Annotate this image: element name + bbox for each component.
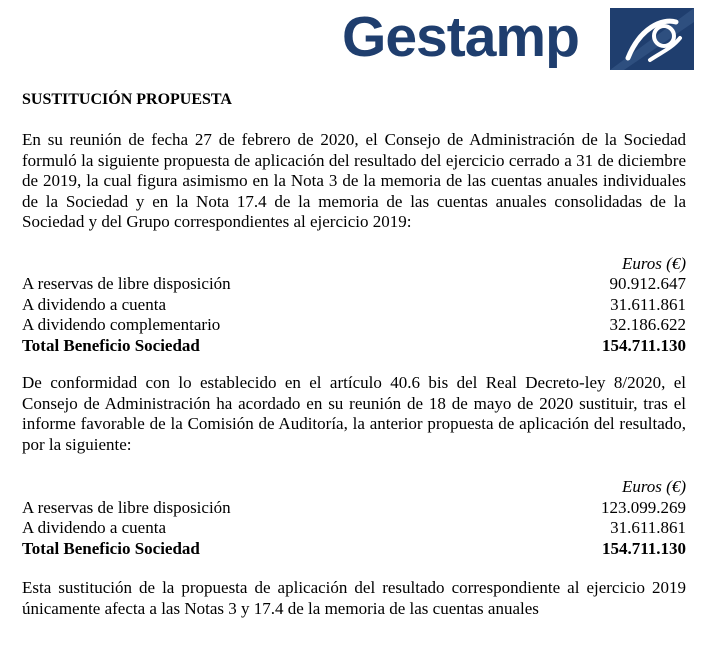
row-value: 123.099.269: [601, 497, 686, 517]
total-value: 154.711.130: [601, 335, 686, 355]
total-label: Total Beneficio Sociedad: [22, 335, 200, 355]
row-value: 90.912.647: [609, 274, 686, 293]
table-row: [22, 498, 686, 519]
logo-wordmark: Gestamp: [342, 5, 579, 69]
total-value: 154.711.130: [601, 538, 686, 558]
table-row: [22, 315, 686, 336]
table-unit-row: [22, 477, 686, 498]
row-label: A reservas de libre disposición: [22, 274, 231, 293]
row-value: 31.611.861: [610, 518, 686, 537]
paragraph-substitution: De conformidad con lo establecido en el artículo 40.6 bis del Real Decreto-ley 8/2020, el Consejo de Administración ha acordado en su reunión de 18 de mayo de 2020 sustituir, tras el informe favorable de la Comisión de Auditoría, la anterior propuesta de aplicación del resultado, por la siguiente:: [22, 373, 686, 454]
table-unit-row: [22, 254, 686, 275]
table-row: [22, 518, 686, 539]
document-body: [22, 90, 686, 619]
row-label: A dividendo a cuenta: [22, 518, 166, 537]
new-allocation-table: [22, 477, 686, 559]
gestamp-logo-mark-icon: [610, 8, 694, 70]
table-row: [22, 295, 686, 316]
row-value: 32.186.622: [609, 315, 686, 334]
table-total-row: [22, 539, 686, 560]
table-row: [22, 274, 686, 295]
table-total-row: [22, 336, 686, 357]
paragraph-scope-note: Esta sustitución de la propuesta de aplicación del resultado correspondiente al ejercicio 2019 únicamente afecta a las Notas 3 y 17.4 de la memoria de las cuentas anuales: [22, 578, 686, 618]
currency-unit: Euros (€): [621, 253, 686, 273]
row-label: A dividendo a cuenta: [22, 294, 166, 314]
original-allocation-table: [22, 254, 686, 357]
section-title: SUSTITUCIÓN PROPUESTA: [22, 91, 232, 108]
row-value: 31.611.861: [610, 294, 686, 314]
currency-unit: Euros (€): [621, 477, 686, 496]
total-label: Total Beneficio Sociedad: [22, 538, 200, 558]
paragraph-original-proposal: En su reunión de fecha 27 de febrero de 2020, el Consejo de Administración de la Sociedad formuló la siguiente propuesta de aplicación del resultado del ejercicio cerrado a 31 de diciembre de 2019, la cual figura asimismo en la Nota 3 de la memoria de las cuentas anuales individuales de la Sociedad y en la Nota 17.4 de la memoria de las cuentas anuales consolidadas de la Sociedad y del Grupo correspondientes al ejercicio 2019:: [22, 130, 686, 231]
company-logo: [342, 5, 694, 70]
row-label: A reservas de libre disposición: [22, 497, 231, 517]
row-label: A dividendo complementario: [22, 315, 221, 334]
